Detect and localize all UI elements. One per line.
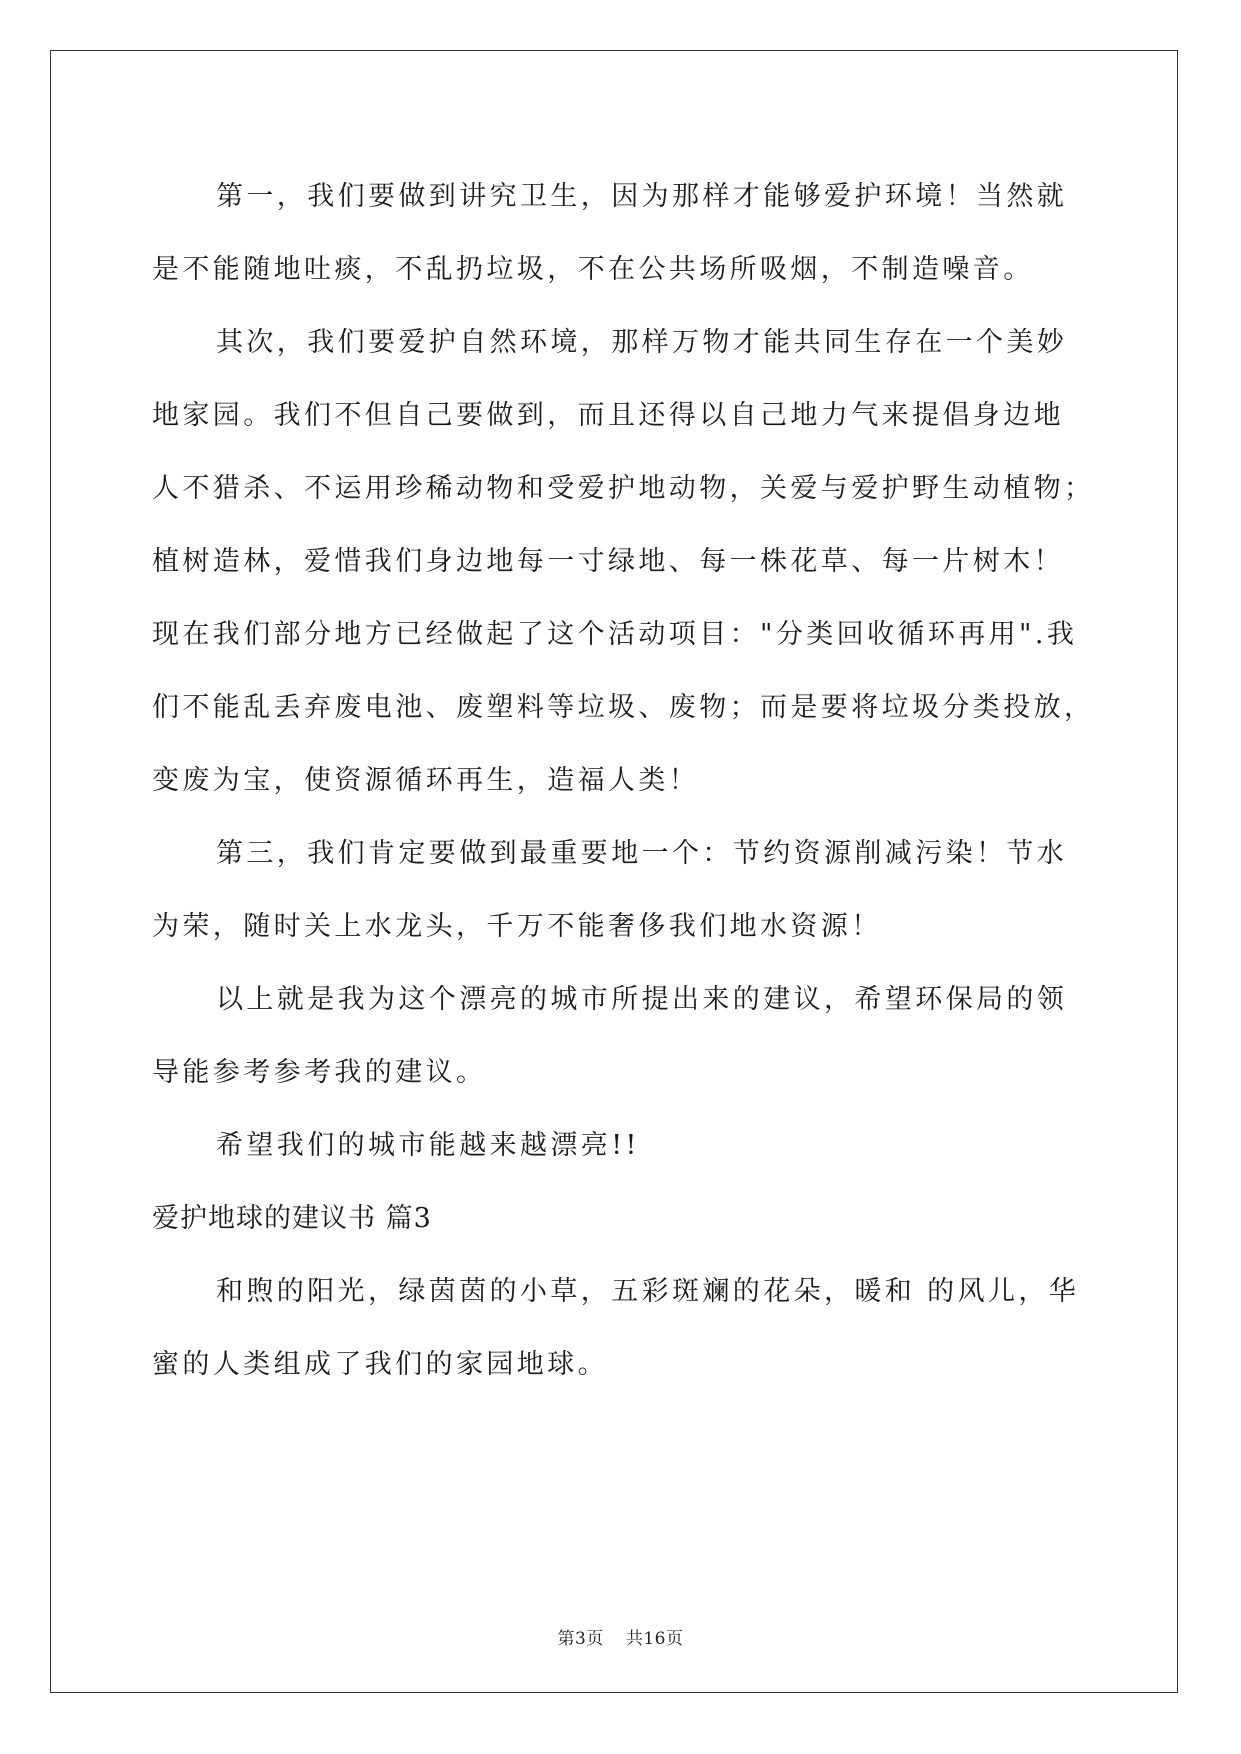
current-page-number: 第3页 [557,1629,604,1649]
page-footer [0,1624,1241,1649]
paragraph-conclusion [152,963,1092,1109]
text-line: 希望我们的城市能越来越漂亮!! [216,1130,640,1161]
document-body [152,160,1095,1401]
paragraph-wish [152,1109,1092,1182]
text-line: 导能参考参考我的建议。 [152,1057,487,1088]
section-heading: 爱护地球的建议书 篇3 [152,1203,432,1234]
text-line: 蜜的人类组成了我们的家园地球。 [152,1349,608,1380]
text-line: 现在我们部分地方已经做起了这个活动项目："分类回收循环再用".我 [152,619,1078,650]
paragraph-last [152,1255,1092,1401]
text-line: 其次，我们要爱护自然环境，那样万物才能共同生存在一个美妙 [216,327,1068,358]
paragraph-second [152,306,1095,817]
text-line: 们不能乱丢弃废电池、废塑料等垃圾、废物；而是要将垃圾分类投放， [152,692,1095,723]
total-pages: 共16页 [625,1629,684,1649]
text-line: 人不猎杀、不运用珍稀动物和受爱护地动物，关爱与爱护野生动植物； [152,473,1095,504]
text-line: 是不能随地吐痰，不乱扔垃圾，不在公共场所吸烟，不制造噪音。 [152,254,1034,285]
text-line: 为荣，随时关上水龙头，千万不能奢侈我们地水资源！ [152,911,882,942]
paragraph-third [152,817,1092,963]
text-line: 变废为宝，使资源循环再生，造福人类！ [152,765,700,796]
text-line: 第一，我们要做到讲究卫生，因为那样才能够爱护环境！当然就 [216,181,1068,212]
text-line: 第三，我们肯定要做到最重要地一个：节约资源削减污染！节水 [216,838,1068,869]
text-line: 植树造林，爱惜我们身边地每一寸绿地、每一株花草、每一片树木！ [152,546,1064,577]
text-line: 以上就是我为这个漂亮的城市所提出来的建议，希望环保局的领 [216,984,1068,1015]
text-line: 地家园。我们不但自己要做到，而且还得以自己地力气来提倡身边地 [152,400,1064,431]
paragraph-first [152,160,1092,306]
text-line: 和煦的阳光，绿茵茵的小草，五彩斑斓的花朵，暖和 的风儿，华 [216,1276,1080,1307]
